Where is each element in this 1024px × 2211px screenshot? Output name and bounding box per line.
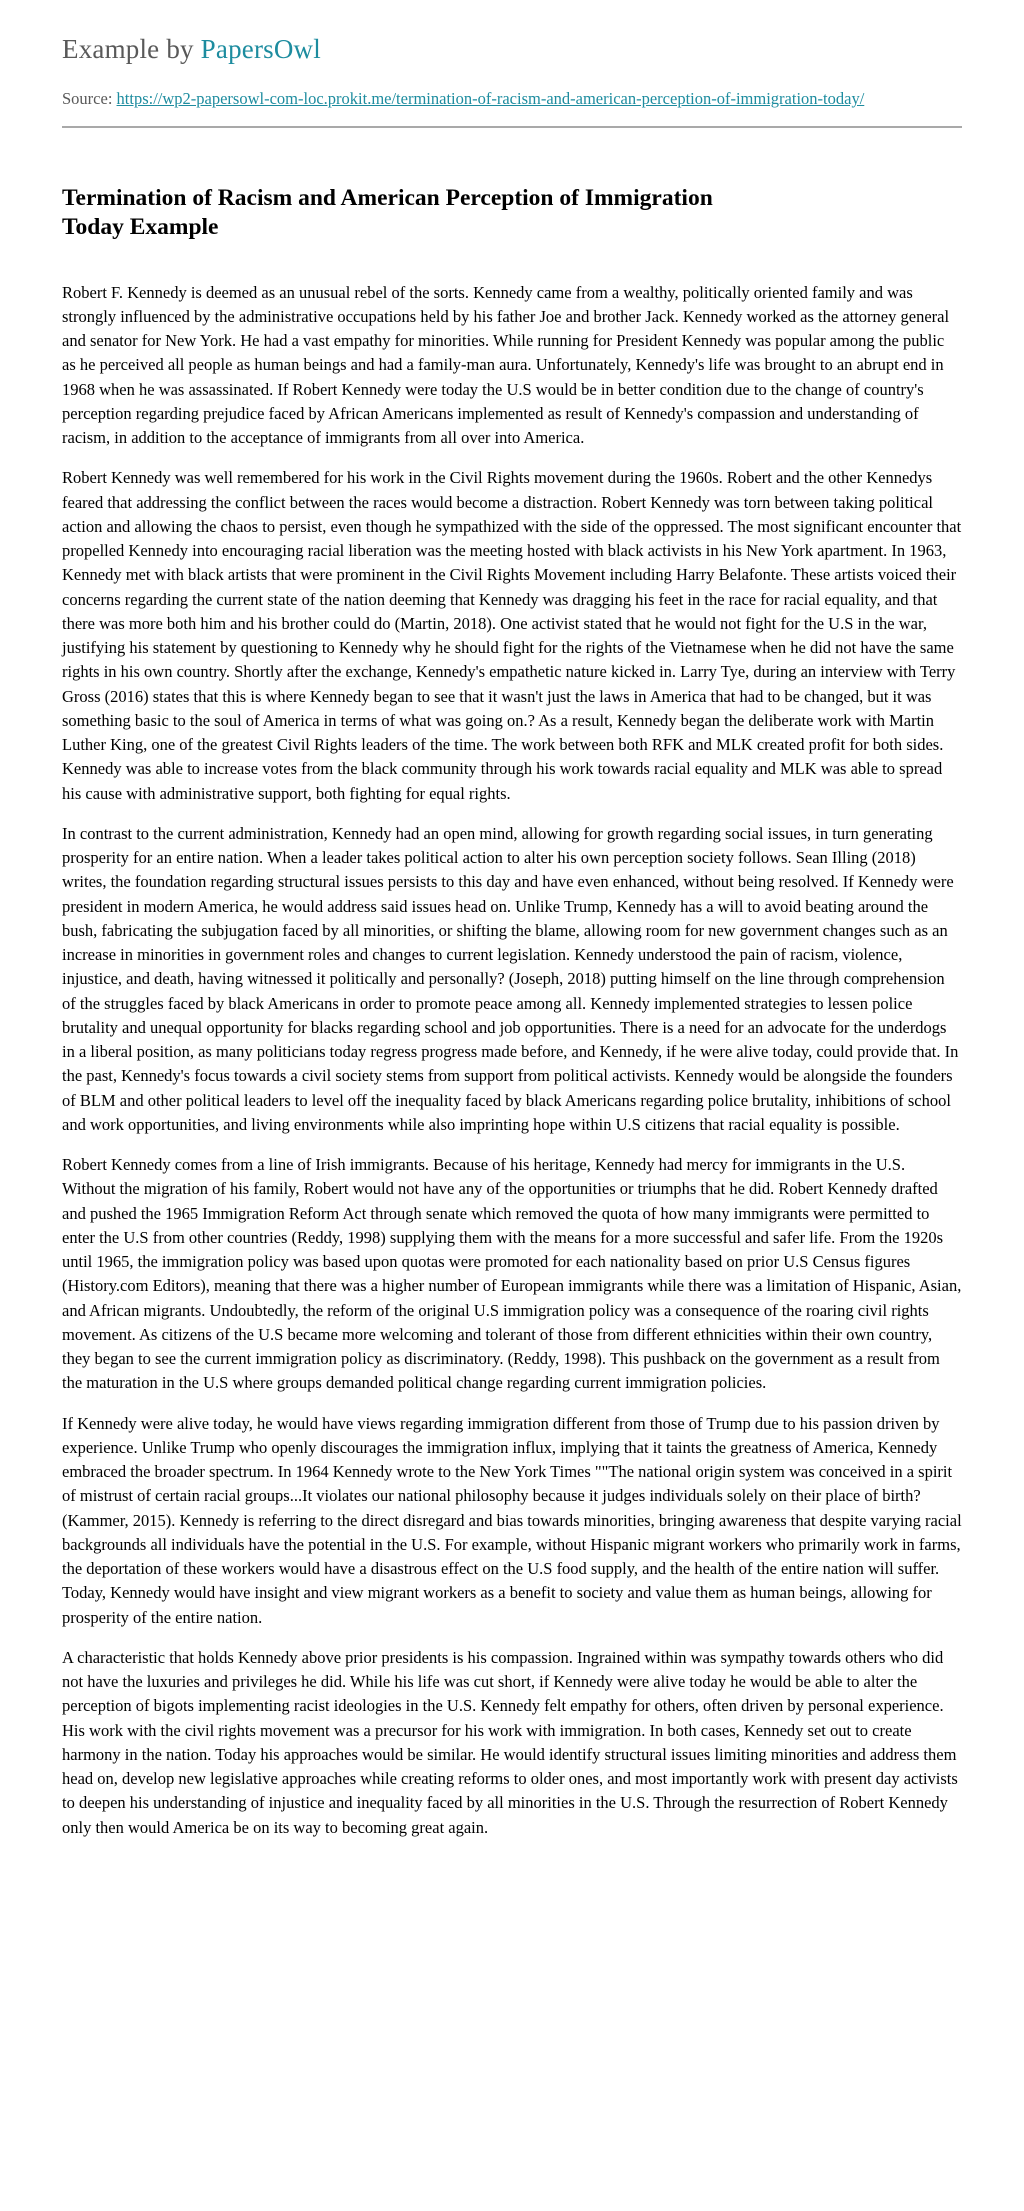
essay-paragraph-4: Robert Kennedy comes from a line of Irish immigrants. Because of his heritage, Kennedy had mercy for immigrants in the U.S. Without the migration of his family, Robert would not have any of the opportunities or triumphs that he did. Robert Kennedy drafted and pushed the 1965 Immigration Reform Act through senate which removed the quota of how many immigrants were permitted to enter the U.S from other countries (Reddy, 1998) supplying them with the means for a more successful and safer life. From the 1920s until 1965, the immigration policy was based upon quotas were promoted for each nationality based on prior U.S Census figures (History.com Editors), meaning that there was a higher number of European immigrants while there was a limitation of Hispanic, Asian, and African migrants. Undoubtedly, the reform of the original U.S immigration policy was a consequence of the roaring civil rights movement. As citizens of the U.S became more welcoming and tolerant of those from different ethnicities within their own country, they began to see the current immigration policy as discriminatory. (Reddy, 1998). This pushback on the government as a result from the maturation in the U.S where groups demanded political change regarding current immigration policies. <box>62 1155 962 1393</box>
essay-content <box>62 184 962 1840</box>
source-url-link[interactable]: https://wp2-papersowl-com-loc.prokit.me/termination-of-racism-and-american-perception-of-immigration-today/ <box>116 89 865 108</box>
papersowl-brand-link[interactable]: PapersOwl <box>200 34 321 64</box>
source-line <box>62 87 962 112</box>
essay-paragraph-5: If Kennedy were alive today, he would have views regarding immigration different from those of Trump due to his passion driven by experience. Unlike Trump who openly discourages the immigration influx, implying that it taints the greatness of America, Kennedy embraced the broader spectrum. In 1964 Kennedy wrote to the New York Times ""The national origin system was conceived in a spirit of mistrust of certain racial groups...It violates our national philosophy because it judges individuals solely on their place of birth? (Kammer, 2015). Kennedy is referring to the direct disregard and bias towards minorities, bringing awareness that despite varying racial backgrounds all individuals have the potential in the U.S. For example, without Hispanic migrant workers who primarily work in farms, the deportation of these workers would have a disastrous effect on the U.S food supply, and the health of the entire nation will suffer. Today, Kennedy would have insight and view migrant workers as a benefit to society and value them as human beings, allowing for prosperity of the entire nation. <box>62 1413 962 1627</box>
essay-paragraphs <box>62 281 962 1840</box>
essay-title: Termination of Racism and American Perception of Immigration Today Example <box>62 184 713 241</box>
source-label: Source: <box>62 89 113 108</box>
example-by-line <box>62 34 962 65</box>
essay-paragraph-3: In contrast to the current administration, Kennedy had an open mind, allowing for growth regarding social issues, in turn generating prosperity for an entire nation. When a leader takes political action to alter his own perception society follows. Sean Illing (2018) writes, the foundation regarding structural issues persists to this day and have even enhanced, without being resolved. If Kennedy were president in modern America, he would address said issues head on. Unlike Trump, Kennedy has a will to avoid beating around the bush, fabricating the subjugation faced by all minorities, or shifting the blame, allowing room for new government changes such as an increase in minorities in government roles and changes to current legislation. Kennedy understood the pain of racism, violence, injustice, and death, having witnessed it politically and personally? (Joseph, 2018) putting himself on the line through comprehension of the struggles faced by black Americans in order to promote peace among all. Kennedy implemented strategies to lessen police brutality and unequal opportunity for blacks regarding school and job opportunities. There is a need for an advocate for the underdogs in a liberal position, as many politicians today regress progress made before, and Kennedy, if he were alive today, could provide that. In the past, Kennedy's focus towards a civil society stems from support from political activists. Kennedy would be alongside the founders of BLM and other political leaders to level off the inequality faced by black Americans regarding police brutality, inhibitions of school and work opportunities, and living environments while also imprinting hope within U.S citizens that racial equality is possible. <box>62 823 959 1134</box>
essay-paragraph-2: Robert Kennedy was well remembered for his work in the Civil Rights movement during the 1960s. Robert and the other Kennedys feared that addressing the conflict between the races would become a distraction. Robert Kennedy was torn between taking political action and allowing the chaos to persist, even though he sympathized with the side of the oppressed. The most significant encounter that propelled Kennedy into encouraging racial liberation was the meeting hosted with black activists in his New York apartment. In 1963, Kennedy met with black artists that were prominent in the Civil Rights Movement including Harry Belafonte. These artists voiced their concerns regarding the current state of the nation deeming that Kennedy was dragging his feet in the race for racial equality, and that there was more both him and his brother could do (Martin, 2018). One activist stated that he would not fight for the U.S in the war, justifying his statement by questioning to Kennedy why he should fight for the rights of the Vietnamese when he did not have the same rights in his own country. Shortly after the exchange, Kennedy's empathetic nature kicked in. Larry Tye, during an interview with Terry Gross (2016) states that this is where Kennedy began to see that it wasn't just the laws in America that had to be changed, but it was something basic to the soul of America in terms of what was going on.? As a result, Kennedy began the deliberate work with Martin Luther King, one of the greatest Civil Rights leaders of the time. The work between both RFK and MLK created profit for both sides. Kennedy was able to increase votes from the black community through his work towards racial equality and MLK was able to spread his cause with administrative support, both fighting for equal rights. <box>62 468 962 803</box>
header-divider <box>62 126 962 128</box>
essay-paragraph-1: Robert F. Kennedy is deemed as an unusual rebel of the sorts. Kennedy came from a wealthy, politically oriented family and was strongly influenced by the administrative occupations held by his father Joe and brother Jack. Kennedy worked as the attorney general and senator for New York. He had a vast empathy for minorities. While running for President Kennedy was popular among the public as he perceived all people as human beings and had a family-man aura. Unfortunately, Kennedy's life was brought to an abrupt end in 1968 when he was assassinated. If Robert Kennedy were today the U.S would be in better condition due to the change of country's perception regarding prejudice faced by African Americans implemented as result of Kennedy's compassion and understanding of racism, in addition to the acceptance of immigrants from all over into America. <box>62 282 950 447</box>
example-by-label: Example by <box>62 34 194 64</box>
essay-paragraph-6: A characteristic that holds Kennedy above prior presidents is his compassion. Ingrained within was sympathy towards others who did not have the luxuries and privileges he did. While his life was cut short, if Kennedy were alive today he would be able to alter the perception of bigots implementing racist ideologies in the U.S. Kennedy felt empathy for others, often driven by personal experience. His work with the civil rights movement was a precursor for his work with immigration. In both cases, Kennedy set out to create harmony in the nation. Today his approaches would be similar. He would identify structural issues limiting minorities and address them head on, develop new legislative approaches while creating reforms to older ones, and most importantly work with present day activists to deepen his understanding of injustice and inequality faced by all minorities in the U.S. Through the resurrection of Robert Kennedy only then would America be on its way to becoming great again. <box>62 1647 958 1837</box>
page-header <box>62 34 962 128</box>
